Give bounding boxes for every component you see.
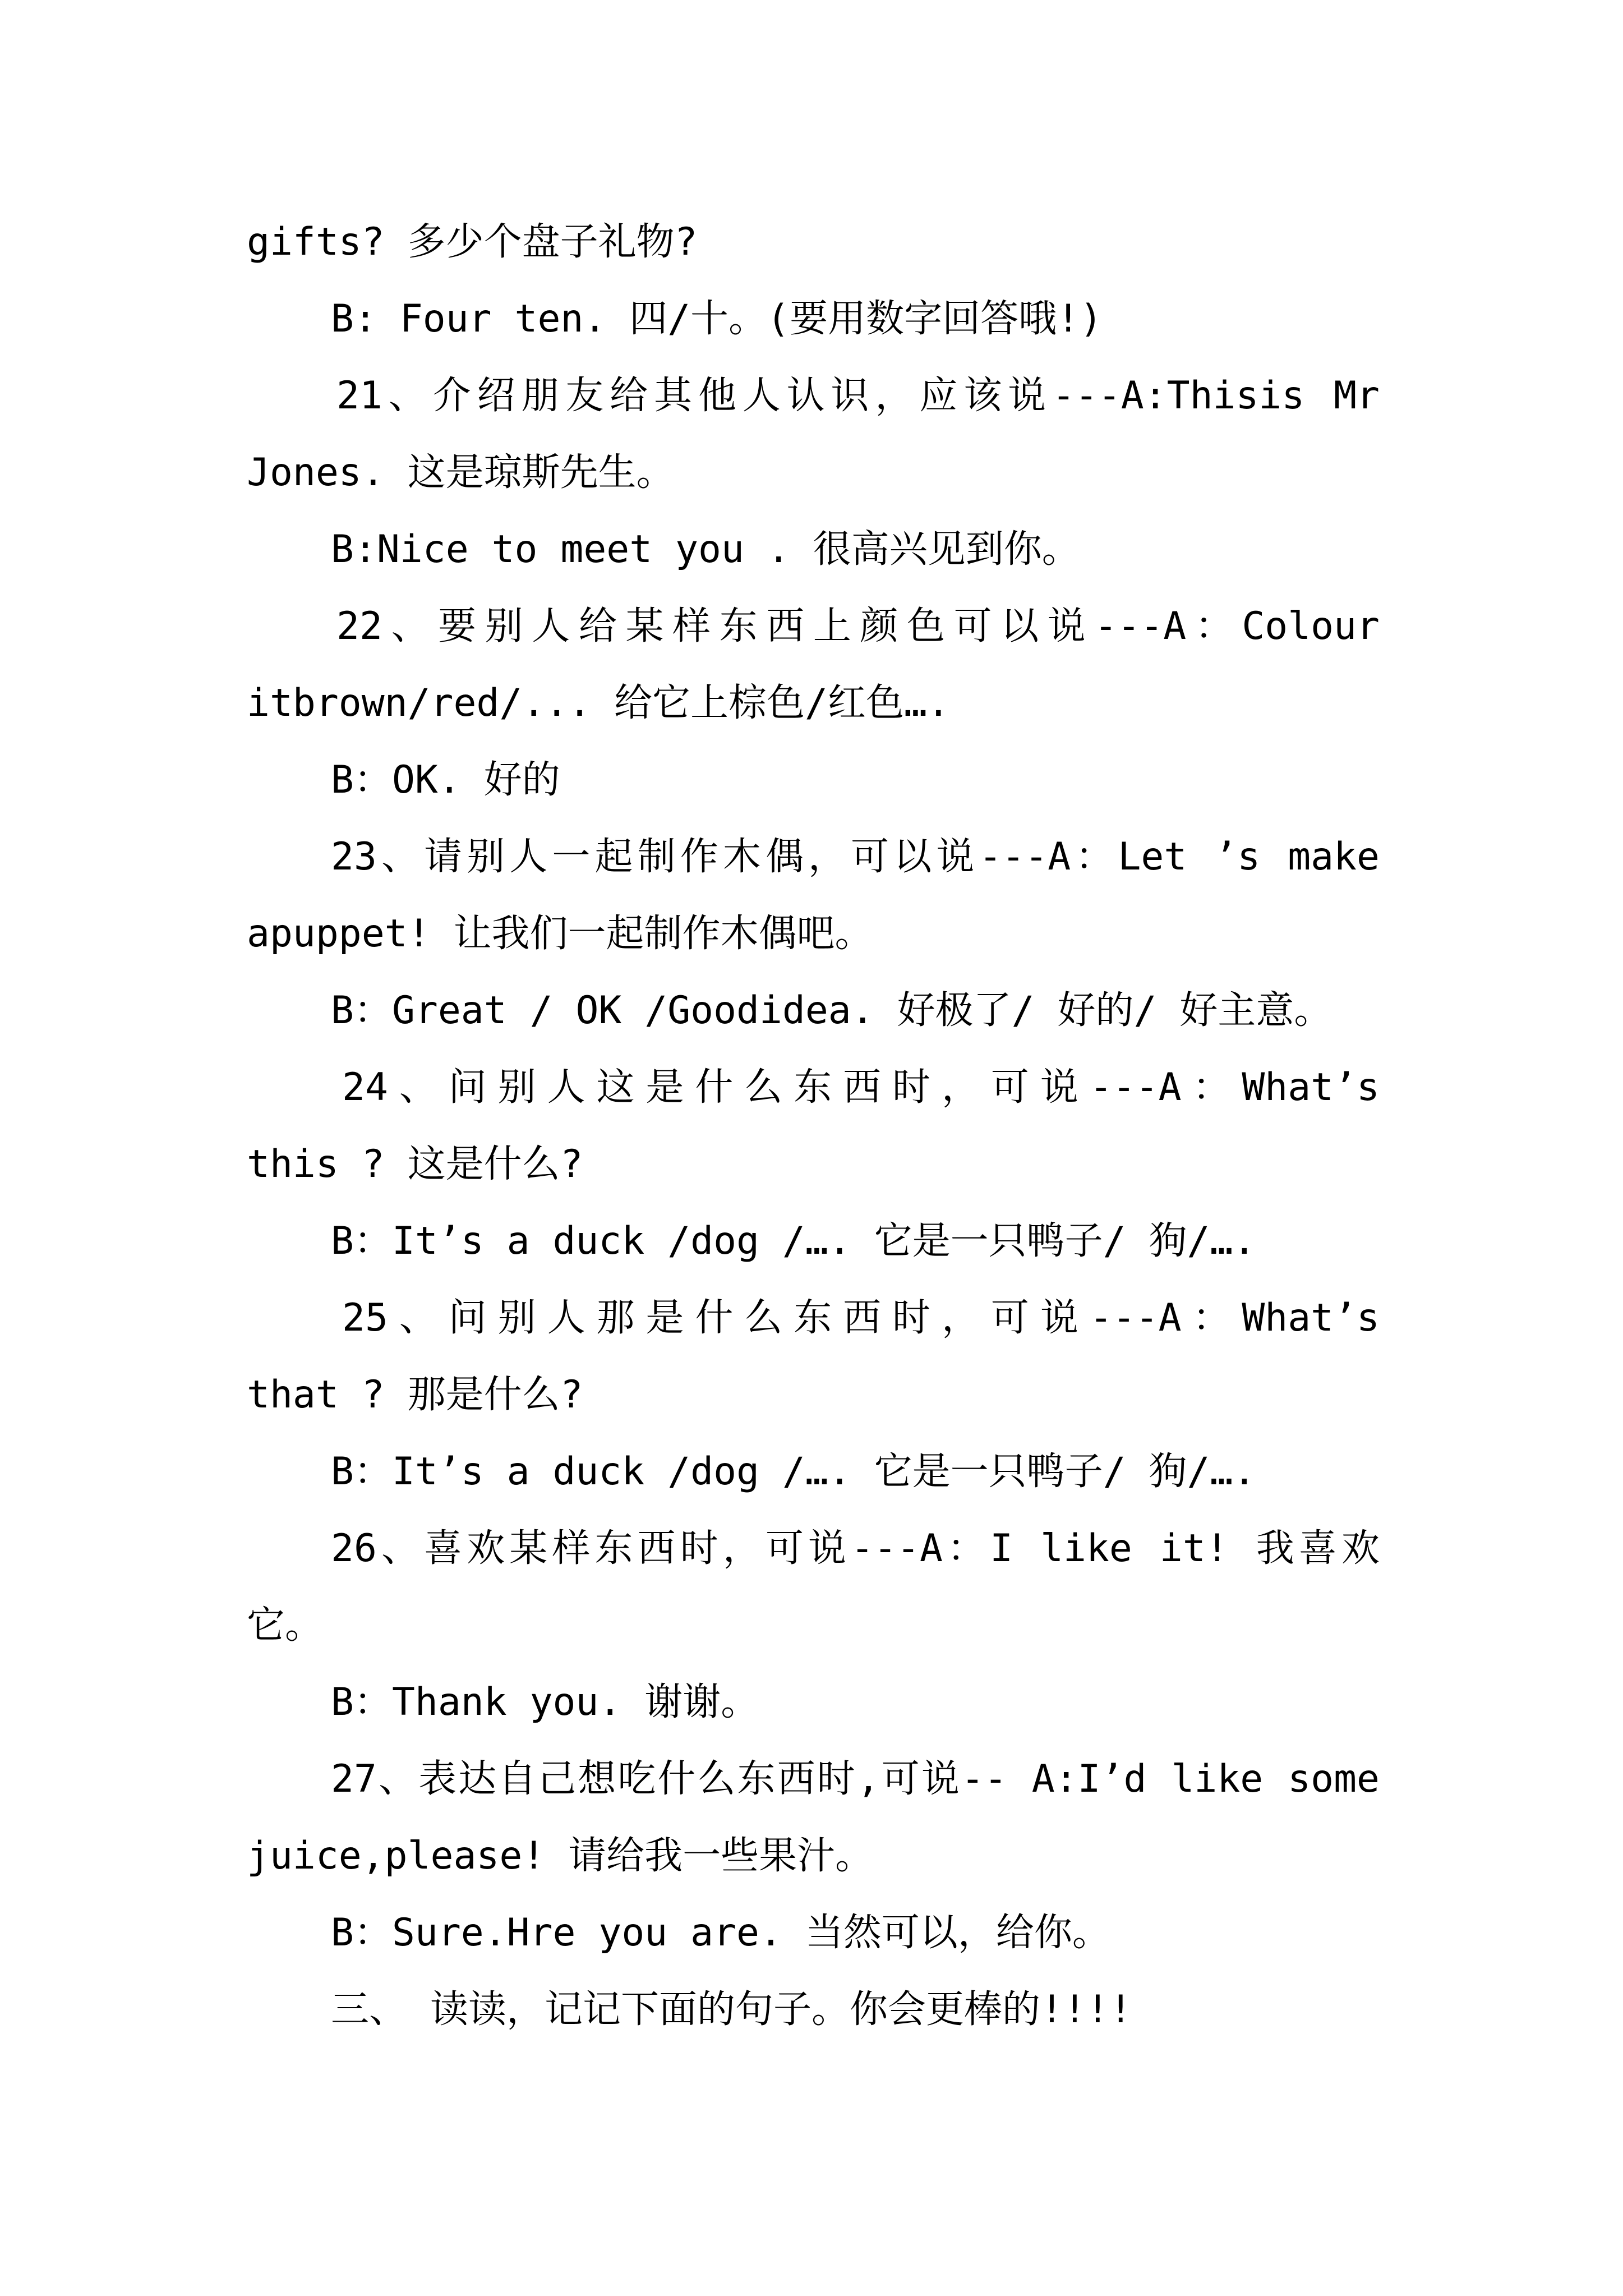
text-line: B：Sure.Hre you are. 当然可以，给你。 bbox=[331, 1911, 1110, 1955]
text-line: that ? 那是什么? bbox=[247, 1373, 583, 1417]
text-line: 26、喜欢某样东西时，可说---A：I like it! 我喜欢 bbox=[331, 1526, 1380, 1571]
text-line: this ? 这是什么? bbox=[247, 1142, 583, 1186]
text-line: gifts? 多少个盘子礼物? bbox=[247, 220, 698, 264]
text-line: apuppet! 让我们一起制作木偶吧。 bbox=[247, 912, 873, 956]
text-line: B：It’s a duck /dog /…. 它是一只鸭子/ 狗/…. bbox=[331, 1450, 1256, 1494]
text-line: 它。 bbox=[247, 1603, 324, 1648]
text-line: B：Great / OK /Goodidea. 好极了/ 好的/ 好主意。 bbox=[331, 988, 1332, 1033]
text-line: 22、要别人给某样东西上颜色可以说---A：Colour bbox=[336, 604, 1380, 648]
text-line: juice,please! 请给我一些果汁。 bbox=[247, 1834, 874, 1878]
text-line: itbrown/red/... 给它上棕色/红色…. bbox=[247, 681, 950, 725]
text-line: B：OK. 好的 bbox=[331, 758, 560, 802]
text-line: 24、问别人这是什么东西时，可说---A：What’s bbox=[342, 1065, 1380, 1110]
text-line: 21、介绍朋友给其他人认识，应该说---A:Thisis Mr bbox=[336, 374, 1380, 418]
text-line: B:Nice to meet you . 很高兴见到你。 bbox=[331, 527, 1080, 572]
section-heading: 三、 读读，记记下面的句子。你会更棒的!!!! bbox=[331, 1987, 1132, 2032]
text-line: Jones. 这是琼斯先生。 bbox=[247, 450, 675, 495]
text-line: B: Four ten. 四/十。(要用数字回答哦!) bbox=[331, 297, 1103, 341]
text-line: B：Thank you. 谢谢。 bbox=[331, 1680, 759, 1724]
text-line: 27、表达自己想吃什么东西时,可说-- A:I’d like some bbox=[331, 1757, 1380, 1801]
text-line: 23、请别人一起制作木偶，可以说---A：Let ’s make bbox=[331, 835, 1380, 879]
text-line: 25、问别人那是什么东西时，可说---A：What’s bbox=[342, 1296, 1380, 1340]
text-line: B：It’s a duck /dog /…. 它是一只鸭子/ 狗/…. bbox=[331, 1219, 1256, 1263]
